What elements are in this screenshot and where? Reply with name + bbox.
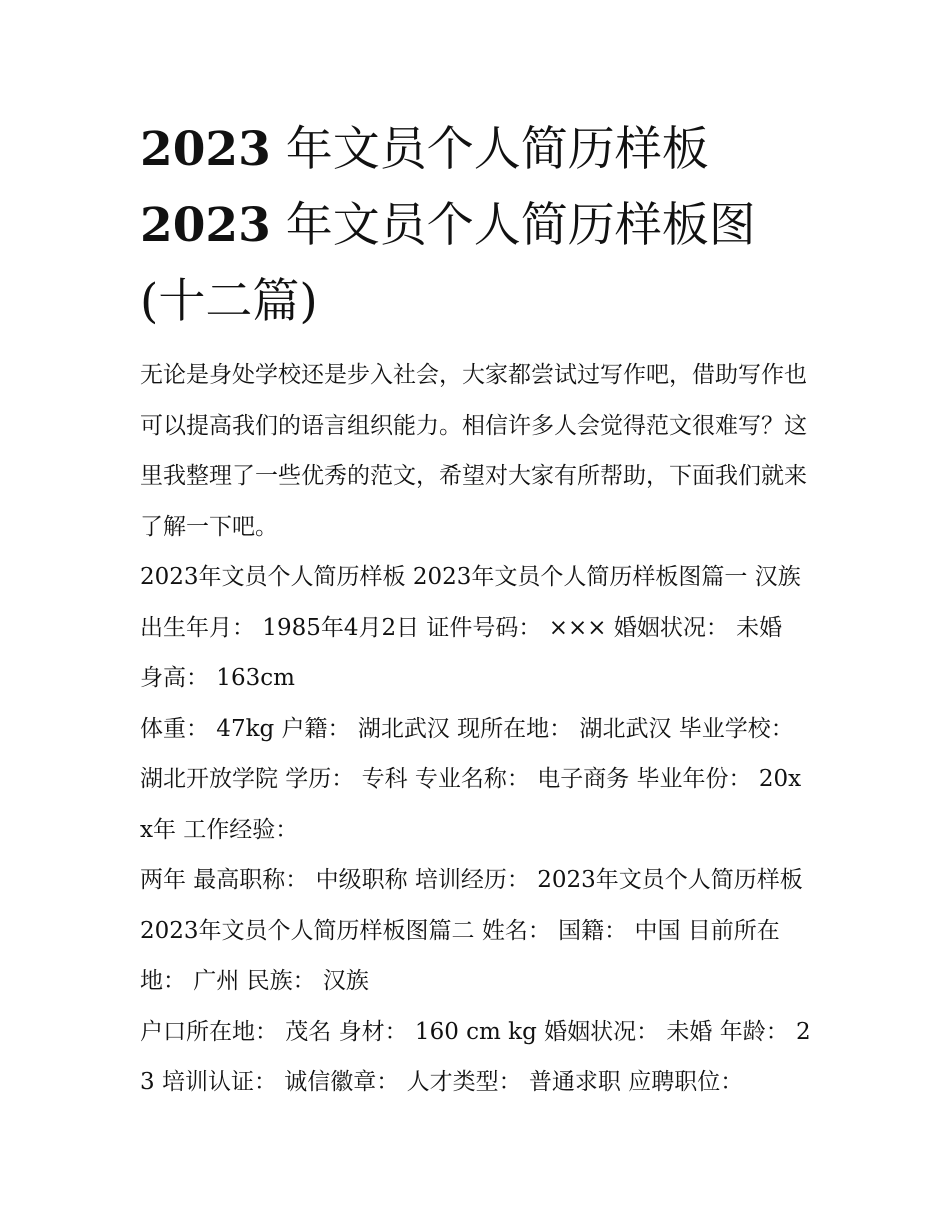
title-line-3-text: (十二篇) [140,274,318,329]
title-line-1-number: 2023 [140,122,271,177]
resume-paragraph-1: 2023年文员个人简历样板 2023年文员个人简历样板图篇一 汉族 出生年月： 1985年4月2日 证件号码： ××× 婚姻状况： 未婚 身高： 163cm [140,564,801,691]
resume-paragraph-4: 户口所在地： 茂名 身材： 160 cm kg 婚姻状况： 未婚 年龄： 23 培训认证： 诚信徽章： 人才类型： 普通求职 应聘职位： [140,1018,811,1095]
title-line-2-text: 年文员个人简历样板图 [285,198,756,253]
title-line-2-number: 2023 [140,198,271,253]
document-page [140,112,812,1108]
title-line-1-text: 年文员个人简历样板 [285,122,709,177]
intro-paragraph: 无论是身处学校还是步入社会，大家都尝试过写作吧，借助写作也可以提高我们的语言组织能力。相信许多人会觉得范文很难写？这里我整理了一些优秀的范文，希望对大家有所帮助，下面我们就来了解一下吧。 [140,362,807,540]
document-title [140,112,812,340]
resume-paragraph-3: 两年 最高职称： 中级职称 培训经历： 2023年文员个人简历样板 2023年文员个人简历样板图篇二 姓名： 国籍： 中国 目前所在地： 广州 民族： 汉族 [140,867,803,994]
resume-paragraph-2: 体重： 47kg 户籍： 湖北武汉 现所在地： 湖北武汉 毕业学校： 湖北开放学院 学历： 专科 专业名称： 电子商务 毕业年份： 20xx年 工作经验： [140,715,802,843]
